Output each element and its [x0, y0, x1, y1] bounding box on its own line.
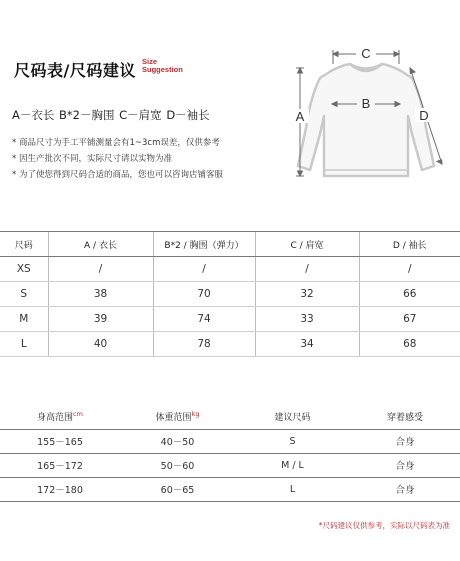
- height-unit: cm: [73, 410, 83, 419]
- height-cell: 172－180: [0, 477, 120, 501]
- suggestion-header-row: [0, 405, 460, 429]
- size-cell: S: [0, 282, 48, 307]
- table-row: [0, 257, 460, 282]
- height-cell: 165－172: [0, 453, 120, 477]
- chest-cell: 78: [153, 332, 255, 357]
- length-cell: 40: [48, 332, 153, 357]
- label-b: B: [361, 96, 371, 111]
- table-row: [0, 332, 460, 357]
- column-header-shoulder: C / 肩宽: [255, 232, 359, 257]
- length-cell: 38: [48, 282, 153, 307]
- sleeve-cell: 66: [359, 282, 460, 307]
- subtitle-line-2: Suggestion: [142, 65, 183, 74]
- notes-list: [12, 135, 223, 183]
- shoulder-cell: /: [255, 257, 359, 282]
- weight-label: 体重范围: [155, 413, 192, 424]
- chest-cell: /: [153, 257, 255, 282]
- chest-cell: 74: [153, 307, 255, 332]
- table-row: [0, 307, 460, 332]
- suggested-size-cell: L: [235, 477, 350, 501]
- column-header-weight: [120, 405, 235, 429]
- sleeve-cell: 68: [359, 332, 460, 357]
- height-label: 身高范围: [37, 413, 74, 424]
- length-cell: 39: [48, 307, 153, 332]
- weight-cell: 40－50: [120, 429, 235, 453]
- measurement-legend: A－衣长 B*2－胸围 C－肩宽 D－袖长: [12, 108, 210, 122]
- note-item: * 商品尺寸为手工平铺测量会有1~3cm误差，仅供参考: [12, 138, 220, 148]
- column-header-chest: B*2 / 胸围（弹力）: [153, 232, 255, 257]
- table-row: [0, 429, 460, 453]
- fit-cell: 合身: [350, 429, 460, 453]
- page-subtitle: [142, 58, 183, 74]
- length-cell: /: [48, 257, 153, 282]
- page-title: 尺码表/尺码建议: [14, 61, 136, 80]
- table-row: [0, 477, 460, 501]
- note-item: * 为了使您得到尺码合适的商品，您也可以咨询店铺客服: [12, 170, 223, 180]
- table-row: [0, 453, 460, 477]
- column-header-size: 尺码: [0, 232, 48, 257]
- table-row: [0, 282, 460, 307]
- sleeve-cell: /: [359, 257, 460, 282]
- weight-cell: 50－60: [120, 453, 235, 477]
- note-item: * 因生产批次不同，实际尺寸请以实物为准: [12, 154, 172, 164]
- height-cell: 155－165: [0, 429, 120, 453]
- column-header-fit: 穿着感受: [350, 405, 460, 429]
- fit-cell: 合身: [350, 477, 460, 501]
- size-cell: L: [0, 332, 48, 357]
- column-header-length: A / 衣长: [48, 232, 153, 257]
- shoulder-cell: 33: [255, 307, 359, 332]
- size-table: [0, 231, 460, 357]
- column-header-sleeve: D / 袖长: [359, 232, 460, 257]
- column-header-suggested-size: 建议尺码: [235, 405, 350, 429]
- chest-cell: 70: [153, 282, 255, 307]
- weight-unit: kg: [191, 410, 200, 419]
- size-suggestion-table: [0, 405, 460, 502]
- size-cell: M: [0, 307, 48, 332]
- suggested-size-cell: M / L: [235, 453, 350, 477]
- sweater-outline-icon: [295, 64, 434, 176]
- subtitle-line-1: Size: [142, 57, 158, 66]
- shoulder-cell: 34: [255, 332, 359, 357]
- sleeve-cell: 67: [359, 307, 460, 332]
- size-table-header-row: [0, 232, 460, 257]
- footnote: *尺码建议仅供参考，实际以尺码表为准: [318, 521, 450, 530]
- size-cell: XS: [0, 257, 48, 282]
- column-header-height: [0, 405, 120, 429]
- weight-cell: 60－65: [120, 477, 235, 501]
- label-c: C: [361, 46, 371, 61]
- fit-cell: 合身: [350, 453, 460, 477]
- label-d: D: [419, 108, 429, 123]
- sweater-diagram: [276, 38, 456, 198]
- suggested-size-cell: S: [235, 429, 350, 453]
- label-a: A: [295, 109, 305, 124]
- shoulder-cell: 32: [255, 282, 359, 307]
